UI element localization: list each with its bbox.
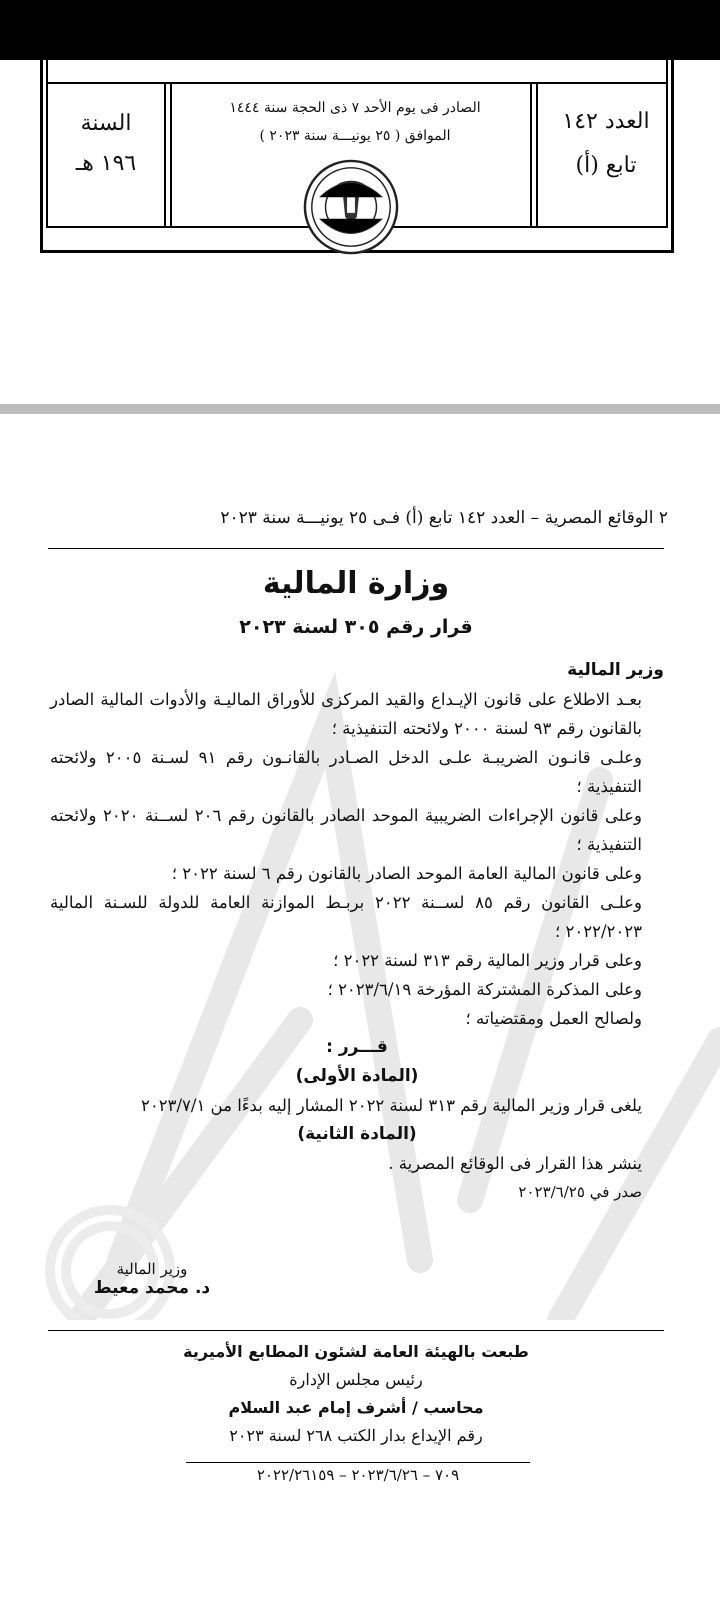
masthead-divider (530, 82, 532, 226)
gazette-masthead (40, 60, 674, 254)
decree-title: قرار رقم ٣٠٥ لسنة ٢٠٢٣ (239, 616, 473, 638)
article-2-heading: (المادة الثانية) (297, 1124, 417, 1144)
year-value: ١٩٦ هـ (75, 151, 137, 176)
ministry-title: وزارة المالية (262, 566, 450, 601)
preamble-paragraph: وعلى قانون المالية العامة الموحد الصادر بالقانون رقم ٦ لسنة ٢٠٢٢ ؛ (171, 864, 642, 883)
state-emblem-seal-icon (302, 158, 400, 256)
footer-code-rule (186, 1462, 530, 1463)
article-2-text: ينشر هذا القرار فى الوقائع المصرية . (388, 1154, 642, 1173)
year-label: السنة (80, 111, 132, 136)
footer-rule (48, 1330, 664, 1331)
preamble-paragraph: بعـد الاطلاع على قانون الإيـداع والقيد المركزى للأوراق الماليـة والأدوات المالية الصادر بالقانون رقم ٩٣ لسنة ٢٠٠٠ ولائحته التنفيذية ؛ (50, 690, 642, 738)
decree-body (50, 656, 664, 1207)
signer-title: وزير المالية (116, 1260, 188, 1278)
chair-title: رئيس مجلس الإدارة (289, 1370, 423, 1389)
masthead-right-inner-line (666, 60, 668, 226)
deposit-number: رقم الإيداع بدار الكتب ٢٦٨ لسنة ٢٠٢٣ (229, 1426, 483, 1445)
issue-supplement: تابع (أ) (575, 153, 637, 178)
preamble-paragraph: وعلى قرار وزير المالية رقم ٣١٣ لسنة ٢٠٢٢ ؛ (333, 951, 642, 970)
masthead-divider (170, 82, 172, 226)
printer-name: طبعت بالهيئة العامة لشئون المطابع الأميرية (183, 1342, 529, 1361)
date-hijri: الصادر فى يوم الأحد ٧ ذى الحجة سنة ١٤٤٤ (229, 100, 481, 116)
page-separator (0, 404, 720, 414)
issue-number: العدد ١٤٢ (562, 109, 650, 134)
preamble-paragraph: وعلـى قانـون الضريبـة علـى الدخل الصـادر بالقانـون رقم ٩١ لسـنة ٢٠٠٥ ولائحته التنفيذية ؛ (50, 748, 642, 796)
article-1-text: يلغى قرار وزير المالية رقم ٣١٣ لسنة ٢٠٢٢ المشار إليه بدءًا من ٢٠٢٣/٧/١ (141, 1096, 642, 1115)
top-black-bar (0, 0, 720, 60)
header-rule (48, 548, 664, 549)
preamble-paragraph: ولصالح العمل ومقتضياته ؛ (465, 1009, 642, 1028)
preamble-paragraph: وعلى قانون الإجراءات الضريبية الموحد الصادر بالقانون رقم ٢٠٦ لســنة ٢٠٢٠ ولائحته التنفيذية ؛ (50, 806, 642, 854)
signature-block (62, 1260, 242, 1298)
running-header: ٢ الوقائع المصرية – العدد ١٤٢ تابع (أ) فـى ٢٥ يونيـــة سنة ٢٠٢٣ (220, 508, 668, 528)
signer-name: د. محمد معيط (93, 1278, 211, 1298)
masthead-divider (164, 82, 166, 226)
printer-footer (48, 1338, 664, 1450)
preamble-paragraph: وعلى المذكرة المشتركة المؤرخة ٢٠٢٣/٦/١٩ ؛ (327, 980, 642, 999)
masthead-issue-cell (546, 100, 666, 188)
minister-heading: وزير المالية (567, 660, 664, 680)
masthead-divider (536, 82, 538, 226)
chair-name: محاسب / أشرف إمام عبد السلام (228, 1398, 484, 1417)
article-1-heading: (المادة الأولى) (295, 1066, 419, 1086)
decided-label: قـــرر : (326, 1037, 388, 1057)
masthead-top-rule (46, 82, 668, 84)
date-gregorian: الموافق ( ٢٥ يونيـــة سنة ٢٠٢٣ ) (259, 128, 451, 144)
masthead-year-cell (48, 104, 164, 184)
masthead-date-cell (180, 94, 530, 150)
issued-date: صدر في ٢٠٢٣/٦/٢٥ (518, 1183, 642, 1201)
footer-code: ٧٠٩ – ٢٠٢٣/٦/٢٦ – ٢٠٢٢/٢٦١٥٩ (256, 1466, 460, 1484)
preamble-paragraph: وعلـى القانون رقم ٨٥ لســنة ٢٠٢٢ بربـط الموازنة العامة للدولة للسـنة المالية ٢٠٢٢/٢٠٢٣ ؛ (50, 893, 642, 941)
